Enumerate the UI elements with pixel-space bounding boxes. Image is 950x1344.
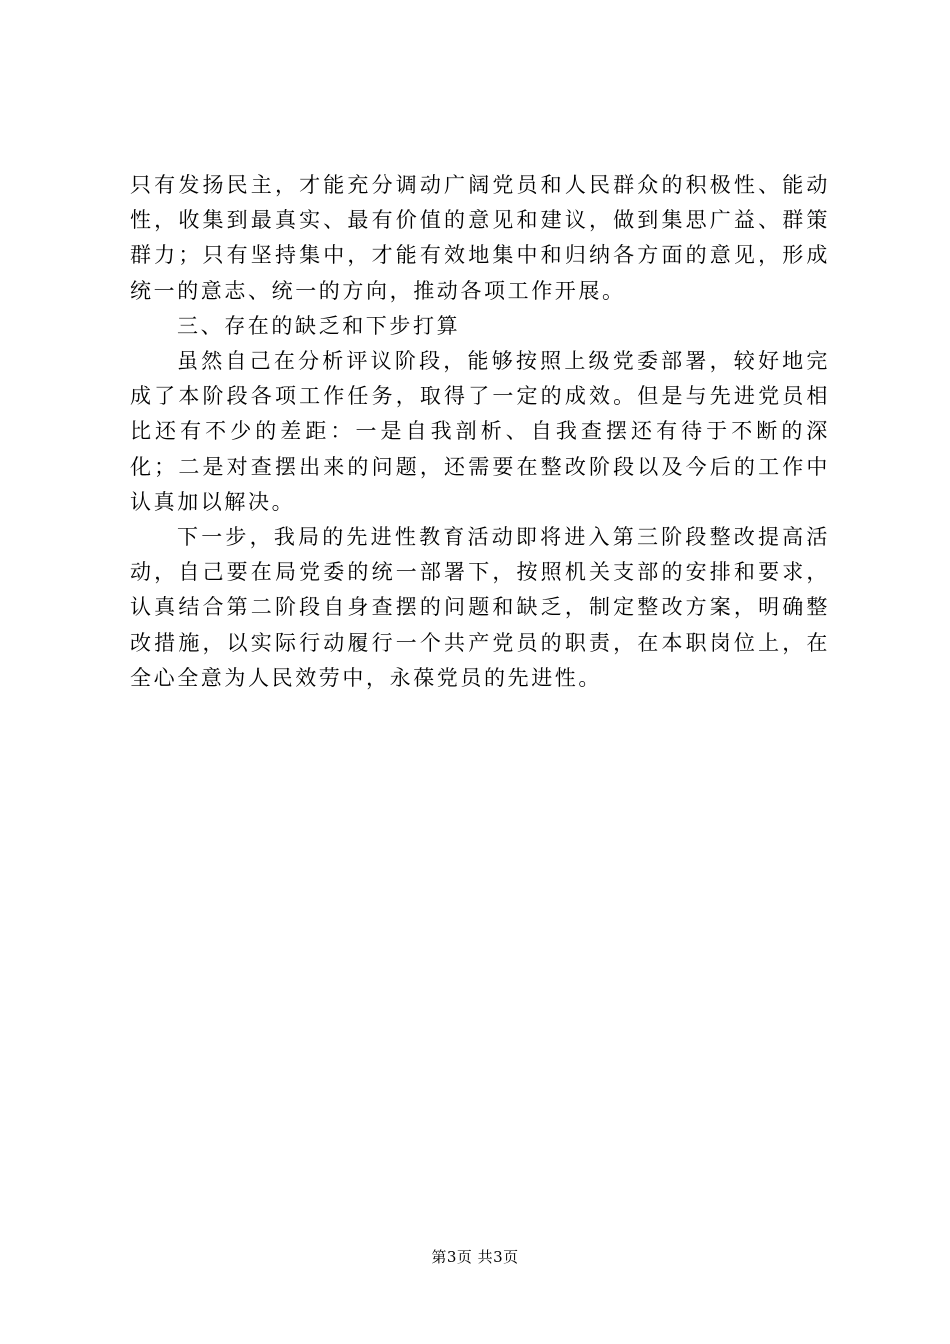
paragraph-next-steps: 下一步，我局的先进性教育活动即将进入第三阶段整改提高活动，自己要在局党委的统一部署下，按照机关支部的安排和要求，认真结合第二阶段自身查摆的问题和缺乏，制定整改方案，明确整改措施，以实际行动履行一个共产党员的职责，在本职岗位上，在全心全意为人民效劳中，永葆党员的先进性。 bbox=[130, 525, 830, 690]
paragraph-continuation: 只有发扬民主，才能充分调动广阔党员和人民群众的积极性、能动性，收集到最真实、最有价值的意见和建议，做到集思广益、群策群力；只有坚持集中，才能有效地集中和归纳各方面的意见，形成统一的意志、统一的方向，推动各项工作开展。 bbox=[130, 173, 830, 303]
page-footer bbox=[0, 1247, 950, 1267]
paragraph-shortcomings: 虽然自己在分析评议阶段，能够按照上级党委部署，较好地完成了本阶段各项工作任务，取得了一定的成效。但是与先进党员相比还有不少的差距：一是自我剖析、自我查摆还有待于不断的深化；二是对查摆出来的问题，还需要在整改阶段以及今后的工作中认真加以解决。 bbox=[130, 349, 830, 514]
page-number: 第3页 共3页 bbox=[431, 1248, 519, 1266]
document-body bbox=[130, 168, 830, 696]
section-heading: 三、存在的缺乏和下步打算 bbox=[177, 313, 461, 338]
